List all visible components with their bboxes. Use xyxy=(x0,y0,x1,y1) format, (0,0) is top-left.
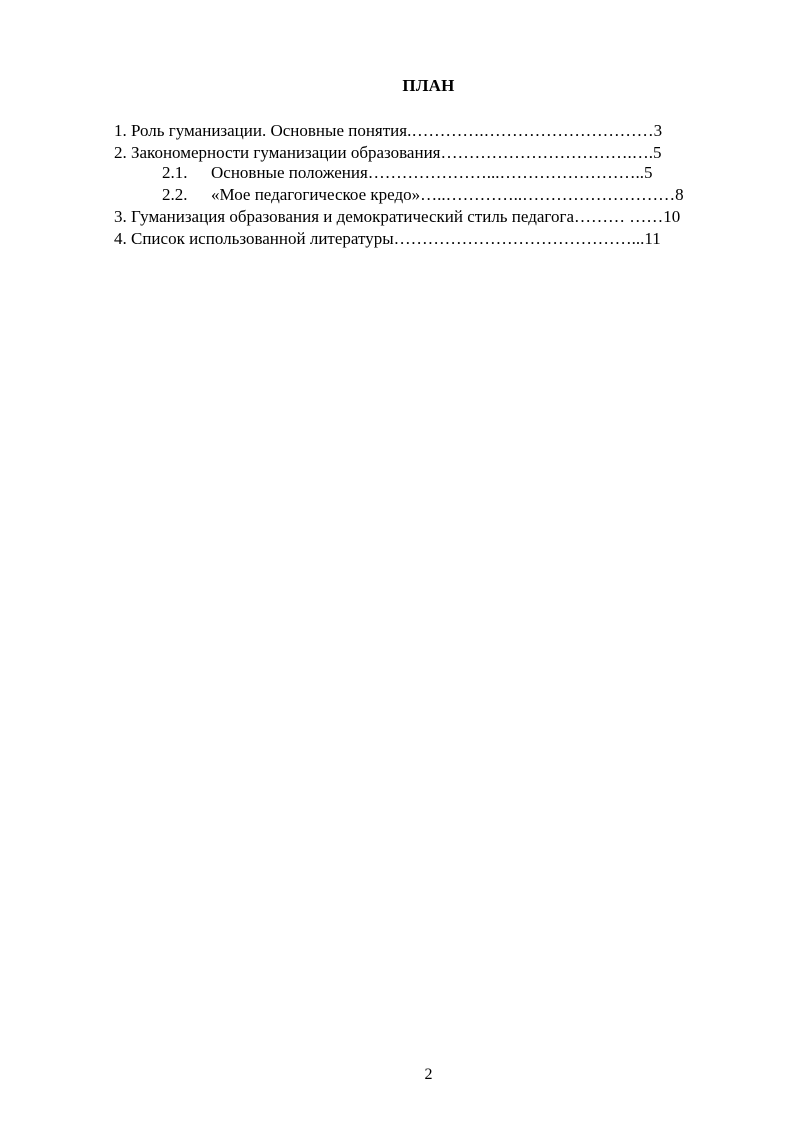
toc-entry-2-1-number: 2.1. xyxy=(162,163,188,182)
toc-entry-2 xyxy=(114,142,662,163)
toc-entry-4-text: 4. Список использованной литературы……………………………………...11 xyxy=(114,229,661,248)
toc-entry-2-1-text: Основные положения…………………...……………………..5 xyxy=(211,163,653,182)
toc-entry-2-1 xyxy=(162,162,653,183)
page-title: ПЛАН xyxy=(402,76,455,95)
toc-entry-1 xyxy=(114,120,662,141)
toc-entry-3 xyxy=(114,206,680,227)
toc-entry-2-text: 2. Закономерности гуманизации образования…………………………….….5 xyxy=(114,143,662,162)
toc-entry-4 xyxy=(114,228,661,249)
toc-entry-2-2 xyxy=(162,184,684,205)
toc-entry-3-text: 3. Гуманизация образования и демократический стиль педагога……… ……10 xyxy=(114,207,681,226)
toc-entry-1-text: 1. Роль гуманизации. Основные понятия.………….…………………………3 xyxy=(114,121,663,140)
page-number: 2 xyxy=(424,1066,433,1083)
toc-entry-2-2-text: «Мое педагогическое кредо»…..…………..………………………8 xyxy=(211,185,684,204)
toc-entry-2-2-number: 2.2. xyxy=(162,185,188,204)
